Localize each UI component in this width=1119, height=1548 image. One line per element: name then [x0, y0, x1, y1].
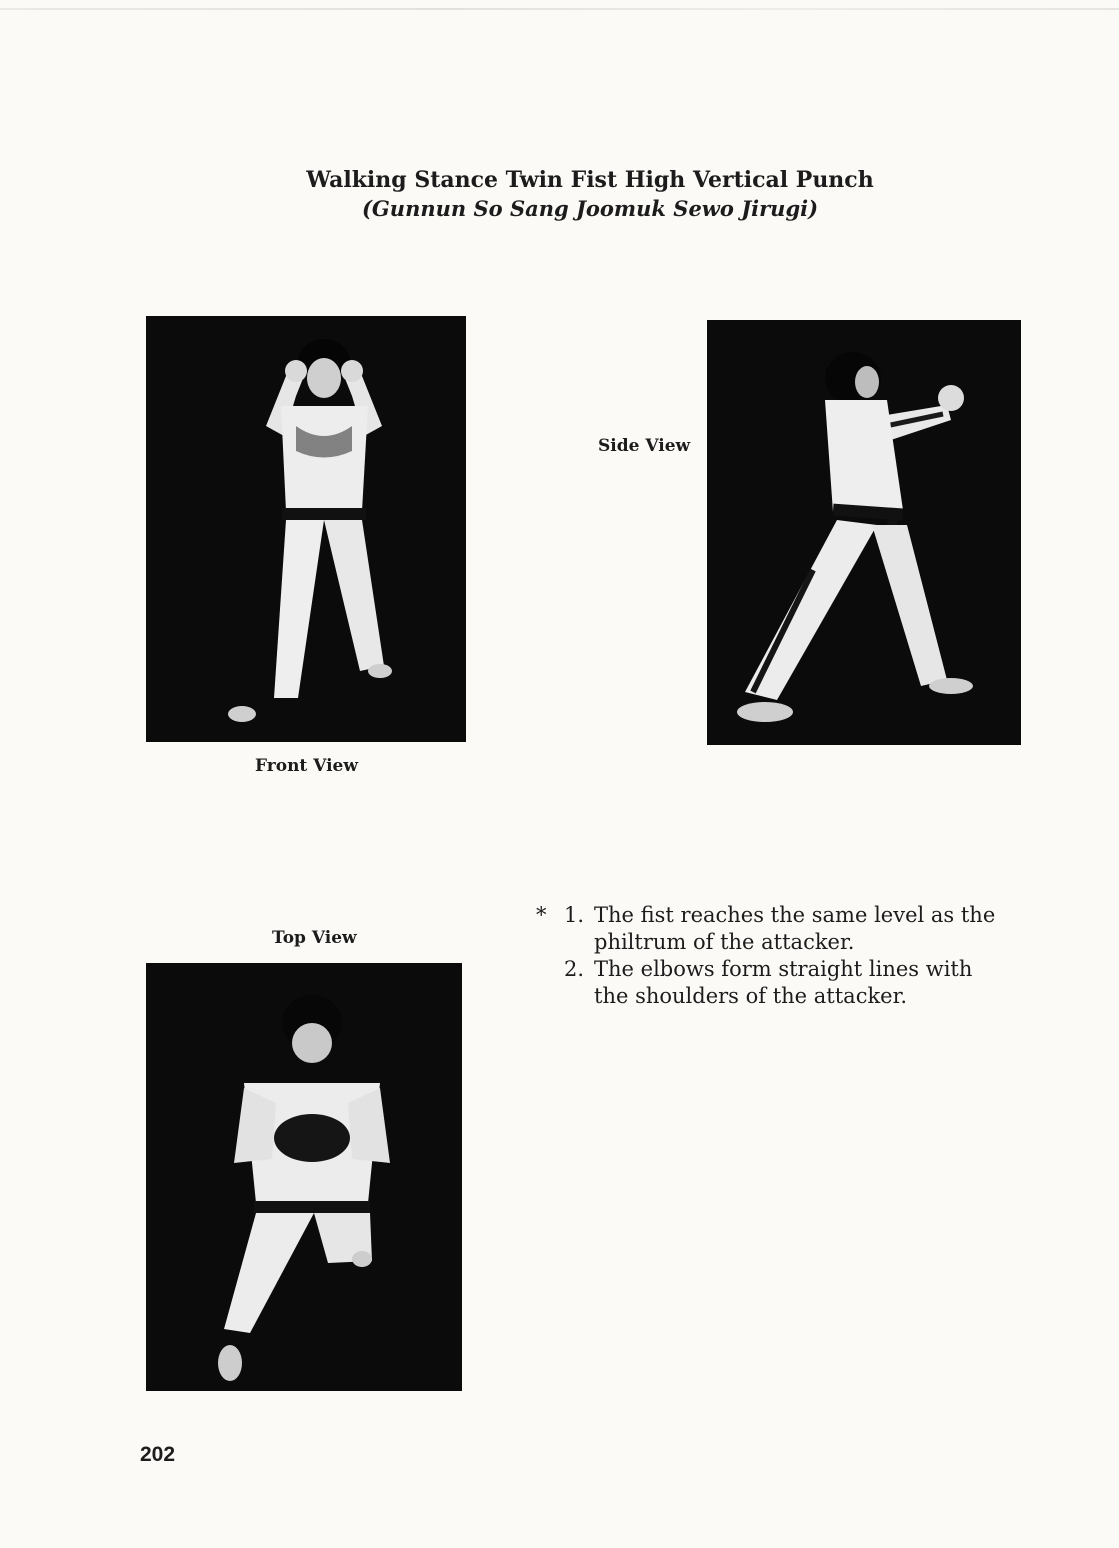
note-item — [536, 902, 1026, 956]
front-view-photo — [146, 316, 466, 742]
side-view-caption: Side View — [598, 436, 691, 456]
page-number: 202 — [140, 1443, 176, 1466]
technique-notes — [536, 902, 1026, 1010]
note-number: 2. — [564, 957, 585, 981]
page-subtitle: (Gunnun So Sang Joomuk Sewo Jirugi) — [361, 196, 819, 221]
note-text-line: The elbows form straight lines with — [594, 957, 973, 981]
note-text-line: The fist reaches the same level as the — [594, 903, 996, 927]
note-item — [536, 956, 1026, 1010]
side-view-photo — [707, 320, 1021, 745]
front-view-caption: Front View — [255, 756, 358, 776]
top-view-photo — [146, 963, 462, 1391]
note-number: 1. — [564, 903, 585, 927]
note-marker: * — [536, 903, 547, 927]
note-text-line: philtrum of the attacker. — [594, 930, 855, 954]
scan-edge-line — [0, 8, 1119, 10]
top-view-caption: Top View — [272, 928, 357, 948]
note-text-line: the shoulders of the attacker. — [594, 984, 908, 1008]
page-title: Walking Stance Twin Fist High Vertical Punch — [306, 167, 874, 193]
